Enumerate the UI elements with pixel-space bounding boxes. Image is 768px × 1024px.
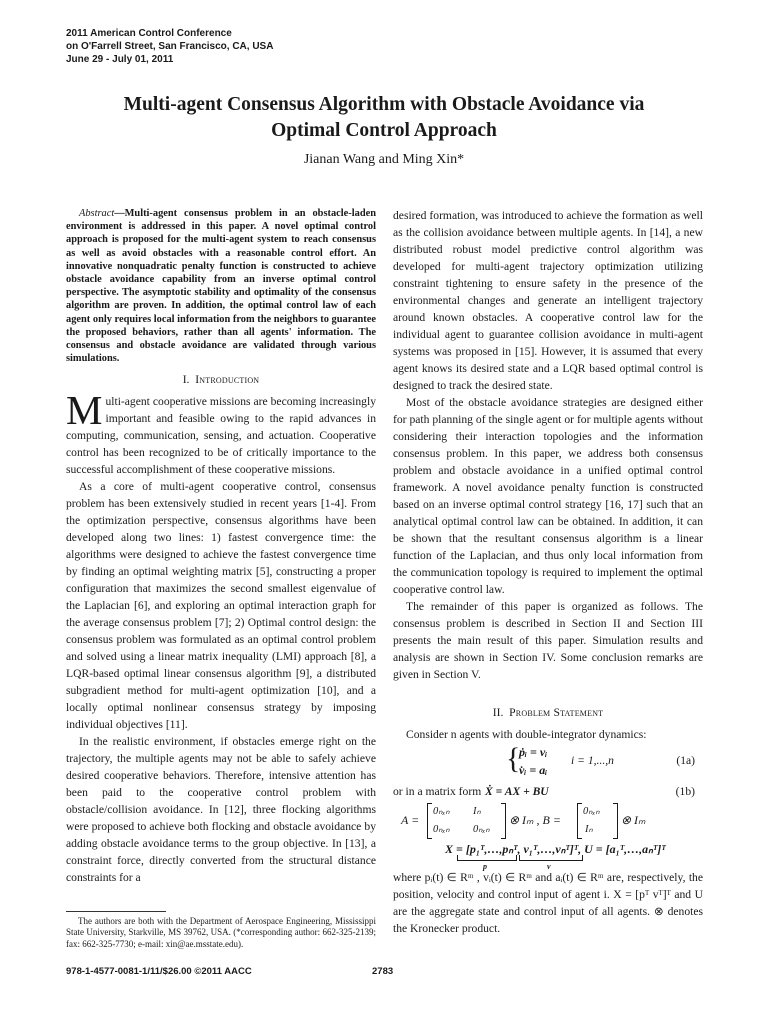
matrix-definitions [393,801,703,841]
abstract-text: —Multi-agent consensus problem in an obstacle-laden environment is addressed in this paper. A novel optimal control approach is proposed for the multi-agent system to reach consensus as well as avoid obstacles with a reasonable control effort. An innovative nonquadratic penalty function is constructed to achieve obstacle avoidance capability from an inverse optimal control perspective. The asymptotic stability and optimality of the consensus algorithm are proven. In addition, the optimal control law of each agent only requires local information from the neighbors to guarantee the proposed behaviors, rather than all agents' information. The consensus and obstacle avoidance are validated through various simulations. [66,208,376,365]
equation-1b-body: Ẋ = AX + BU [485,785,549,798]
underbrace-p [457,855,517,861]
abstract-label: Abstract [79,208,115,219]
drop-cap: M [66,387,103,434]
conference-dates: June 29 - July 01, 2011 [66,54,174,65]
section-number: I. [182,373,190,387]
underbrace-v [519,855,583,861]
equation-1b-lead: or in a matrix form [393,785,482,798]
state-definition-text: X = [p₁ᵀ,…,pₙᵀ, v₁ᵀ,…,vₙᵀ]ᵀ, U = [a₁ᵀ,…,aₙᵀ]ᵀ [445,842,666,856]
equation-1a-line-1: ṗᵢ = vᵢ [519,745,548,759]
paper-authors: Jianan Wang and Ming Xin* [303,152,465,167]
section-heading-introduction [66,372,376,387]
matrix-a-bracket-right [501,803,506,839]
equation-system [519,743,547,779]
state-definition [393,841,703,869]
intro-paragraph-2: As a core of multi-agent cooperative control, consensus problem has been extensively studied in recent years [1-4]. From the optimization perspective, consensus algorithms have been developed along two lines: 1) fastest convergence time: the algorithms were designed to achieve the fastest convergence time by finding an optimal weighting matrix [5], constructing a proper configuration that maximizes the second smallest eigenvalue of the Laplacian [6], and exploring an optimal interaction graph for the average consensus problem [7]; 2) Optimal control design: the consensus problem was formulated as an optimal control problem and solved using a linear matrix inequality (LMI) approach [8], a LQR-based optimal linear consensus algorithm [9], a distributed subgradient method for multi-agent optimization [10], and a locally optimal nonlinear consensus strategy by imposing individual objectives [11]. [66,480,376,732]
matrix-a-cell: 0ₙₓₙ [433,806,450,817]
equation-1b [393,783,703,801]
abstract [66,207,376,365]
section-number: II. [492,706,504,719]
equation-1a [393,743,703,783]
matrix-a-bracket-left [427,803,432,839]
matrix-b-tail: ⊗ Iₘ [621,813,646,827]
equation-1b-tag: (1b) [675,785,695,798]
matrix-a-cell: 0ₙₓₙ [433,824,450,835]
section-title: Problem Statement [509,706,604,719]
underbrace-v-label: v [547,862,551,871]
page-number: 2783 [372,966,394,977]
title-line-1: Multi-agent Consensus Algorithm with Obstacle Avoidance via [123,94,645,115]
footnote-rule [66,911,166,912]
isbn-line: 978-1-4577-0081-1/11/$26.00 ©2011 AACC [66,966,252,977]
title-line-2: Optimal Control Approach [271,120,497,141]
matrix-a-label: A = [401,813,420,827]
section-title: Introduction [195,373,260,387]
matrix-b-bracket-right [613,803,618,839]
intro-paragraph-3-continued: desired formation, was introduced to achieve the formation as well as the collision avoidance between multiple agents. In [14], a new distributed robust model predictive control algorithm was developed for multi-agent trajectory optimization utilizing constraint tightening to ensure safety in the presence of the environmental changes and generate an intelligent trajectory around known obstacles. A cooperative control law for the individual agent to guarantee collision avoidance in multi-agent systems was proposed in [15]. However, it is assumed that every agent knows its desired state and a LQR based optimal control is designed to track the desired state. [393,209,703,392]
equation-1a-range: i = 1,...,n [571,754,614,767]
intro-paragraph-3: In the realistic environment, if obstacles emerge right on the trajectory, the multiple agents may not be able to safely achieve desired cooperative behaviors. Therefore, intensive attention has been paid to the cooperative control problem with obstacle/collision avoidance. In [12], three flocking algorithms were proposed to achieve both flocking and obstacle avoidance by adding obstacle avoidance terms to the group objective. In [13], a constraint force, directly converted from the structural distance constraints for a [66,735,376,885]
matrix-b-cell: 0ₙₓₙ [583,806,600,817]
conference-name: 2011 American Control Conference [66,28,232,39]
paper-title [40,92,728,144]
matrix-b-label: ⊗ Iₘ , B = [509,813,561,827]
footnote: The authors are both with the Department of Aerospace Engineering, Mississippi State University, Starkville, MS 39762, USA. (*corresponding author: 662-325-2139; fax: 662-325-7730; e-mail: xin@ae.msstate.edu). [66,916,376,949]
matrix-a-cell: Iₙ [473,806,481,817]
equation-1a-tag: (1a) [676,754,695,767]
intro-paragraph-4: Most of the obstacle avoidance strategies are designed either for path planning of the single agent or for multiple agents without considering their interaction topologies and the information consensus problem. In this paper, we address both consensus problem and obstacle avoidance in a unified optimal control framework. A novel avoidance penalty function is constructed based on an inverse optimal control strategy [16, 17] such that an analytical optimal control law can be obtained. In addition, it can be shown that the resultant consensus algorithm is a linear function of the Laplacian, and thus only local information from the communication topology is required to implement the optimal cooperative control law. [393,396,703,596]
intro-paragraph-1-text: ulti-agent cooperative missions are becoming increasingly important and feasible owing to the rapid advances in computing, communication, sensing, and actuation. Cooperative control has been recognized to be of critically importance to the successful accomplishment of these cooperative missions. [66,395,376,477]
conference-location: on O'Farrell Street, San Francisco, CA, USA [66,41,274,52]
problem-paragraph-2: where pᵢ(t) ∈ Rᵐ , vᵢ(t) ∈ Rᵐ and aᵢ(t) ∈ Rᵐ are, respectively, the position, velocity and control input of agent i. X = [pᵀ vᵀ]ᵀ and U are the aggregate state and control input of all agents. ⊗ denotes the Kronecker product. [393,871,703,935]
intro-paragraph-5: The remainder of this paper is organized as follows. The consensus problem is described in Section II and Section III presents the main result of this paper. Simulation results and analysis are shown in Section IV. Some conclusion remarks are given in Section V. [393,600,703,681]
matrix-a-cell: 0ₙₓₙ [473,824,490,835]
equation-brace: { [506,742,521,775]
underbrace-p-label: p [483,862,487,871]
left-column [66,207,376,886]
equation-1a-line-2: v̇ᵢ = aᵢ [519,763,548,777]
right-column [393,207,703,937]
matrix-b-bracket-left [577,803,582,839]
conference-header [66,27,273,66]
intro-paragraph-1 [66,387,376,478]
problem-paragraph-1: Consider n agents with double-integrator dynamics: [406,728,647,741]
section-heading-problem-statement [393,705,703,720]
matrix-b-cell: Iₙ [585,824,593,835]
